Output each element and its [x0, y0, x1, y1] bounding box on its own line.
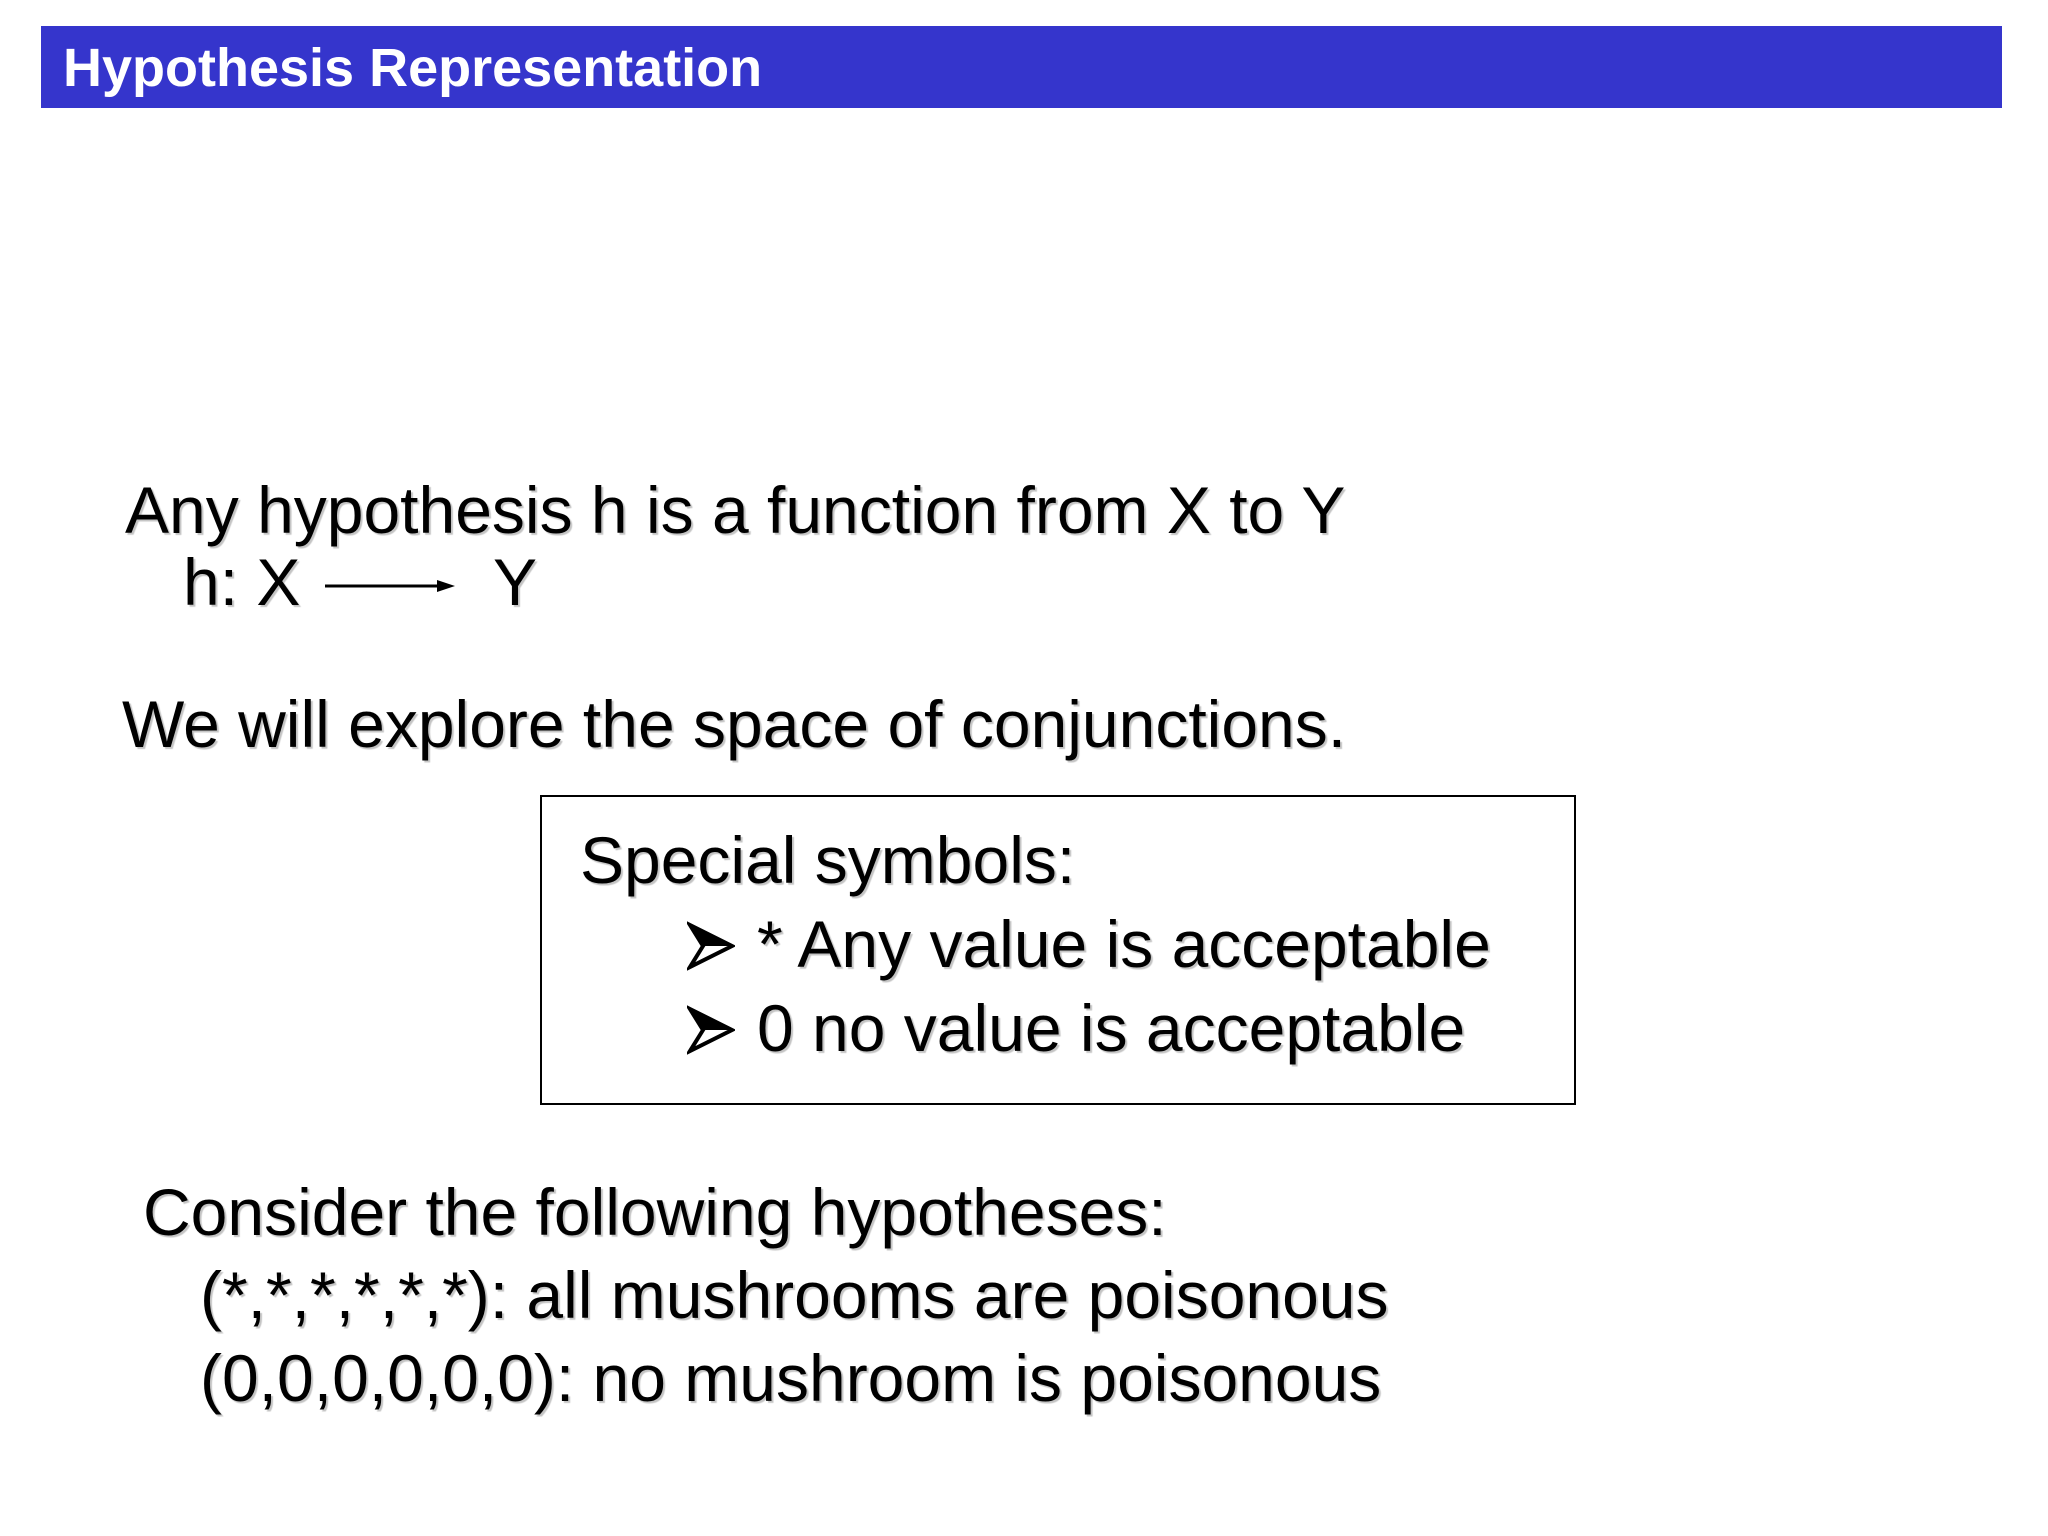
special-symbol-any: * Any value is acceptable [757, 907, 1491, 981]
special-symbols-box [540, 795, 1576, 1105]
mapping-expression [183, 545, 538, 621]
definition-text: Any hypothesis h is a function from X to Y [125, 473, 1346, 547]
special-symbol-none: 0 no value is acceptable [757, 991, 1466, 1065]
mapping-domain: h: X [183, 545, 301, 619]
special-symbols-heading: Special symbols: [580, 823, 1076, 897]
explore-text: We will explore the space of conjunctions. [122, 687, 1347, 761]
consider-heading: Consider the following hypotheses: [143, 1175, 1167, 1249]
list-item [687, 991, 1465, 1067]
hypothesis-all-poisonous: (*,*,*,*,*,*): all mushrooms are poisonous [200, 1258, 1389, 1332]
right-arrow-icon [325, 579, 455, 593]
slide-title: Hypothesis Representation [63, 38, 763, 98]
mapping-codomain: Y [493, 545, 538, 619]
hypothesis-none-poisonous: (0,0,0,0,0,0): no mushroom is poisonous [200, 1341, 1382, 1415]
arrowhead-bullet-icon [687, 921, 735, 971]
arrowhead-bullet-icon [687, 1005, 735, 1055]
title-bar [41, 26, 2002, 108]
list-item [687, 907, 1491, 983]
